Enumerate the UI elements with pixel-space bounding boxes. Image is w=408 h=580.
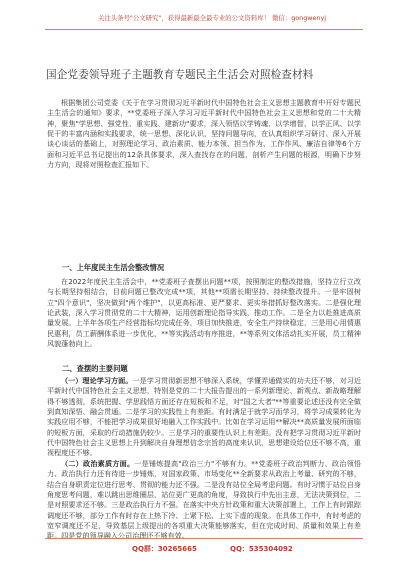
political-quality-body: 一是锤炼提高"政治三力"不够有力。**党委班子政治判断力、政治领悟力、政治执行力还有待进一步锤炼，对国家政策、市场变化**全新要求从政治上考量、研究的不够，结合自身职责定位进行思考、贯彻的能力还不强。二是没有站位全局考虑问题。有时习惯于站位自身角度思考问题，难以跳出思维圈层，站位更广更高的角度，导致执行中先出主意，无法决策到位，二是对照要求还不够。三是政治执行力不强。在落实中央方针政策和重大决策部署上，工作上有时跟踪调度还不够，部分工作有时存在上热下冷、上紧下松、上实下虚的现象。在具体工作中，有时考虑的宽窄调度还不足，导致基层上级提出的各项重大决策能够落实，但在完成时间、质量和效果上有差距。四是党的领导融入公司治理还不够有效。 bbox=[47, 459, 361, 541]
political-quality-lead: （二）政治素质方面。 bbox=[61, 459, 135, 468]
footer bbox=[74, 543, 350, 555]
section-2-heading: 二、查摆的主要问题 bbox=[62, 364, 128, 373]
header-banner: 关注头条号"公文研究"，获得最新最全最专业的公文资料库！ 微信：gongwenyj bbox=[97, 14, 327, 22]
intro-paragraph: 根据集团公司党委《关于在学习贯彻习近平新时代中国特色社会主义思想主题教育中开好专题民主生活会的通知》要求，**党委班子深入学习习近平新时代中国特色社会主义思想和党的二十大精神，聚焦"学思想、强党性、重实践、建新功"要求，深入领悟以学铸魂、以学增智、以学正风、以学促干的丰富内涵和实践要求，统一思想、深化认识，坚持问题导向，在认真组织学习研讨、深入开展谈心谈话的基础上，对照理论学习、政治素质、能力本领、担当作为、工作作风、廉洁自律等6个方面和习近平总书记提出的12条具体要求，深入查找存在的问题，剖析产生问题的根源，明确下步努力方向，现将对照检查汇报如下。 bbox=[47, 98, 361, 170]
political-quality-paragraph bbox=[47, 459, 361, 541]
footer-divider bbox=[45, 538, 363, 539]
section-1-body: 在2022年度民主生活会中，**党委班子查摆出问题**项，按照制定的整改措施，坚持立行立改与长期坚持相结合，目前问题已整改完成**项，其他**项需长期坚持、持续整改提升。一是牢固树立"四个意识"，坚决做到"两个维护"，以更高标准、更严要求、更实举措抓好整改落实。二是强化理论武装，深入学习贯彻党的二十大精神，运用创新理论指导实践，推动工作。二是全力以赴推进高质量发展。上半年各项生产经营指标均完成任务，项目加快推进，安全生产持续稳定，三是用心用情惠民惠利，员工薪酬体系进一步优化，**等实践活动有序推进，**等系列文体活动扎实开展，员工精神风貌蓬勃向上。 bbox=[47, 277, 361, 349]
section-1-heading: 一、上年度民主生活会整改情况 bbox=[62, 263, 165, 272]
theory-study-body: 一是学习贯彻新思想不够深入系统，学懂弄通做实的功夫还不够，对习近平新时代中国特色社会主义思想，特别是党的二十大报告提出的一系列新理论、新观点、新战略理解得不够透彻，系统把握、学思践悟方面还存在短板和不足，对"国之大者"**等重要论述还没有完全做到真知深悟、融会贯通。二是学习的实践性上有差距。有时满足于就学习而学习，将学习成果转化为实践应用不够，不能把学习成果很好地融入工作实践中。比如在学习运用**解决**高质量发展所面临的短板方面，采取的行动措施仍较少。三是学习的重要性认识上有差距。没有把学习贯彻习近平新时代中国特色社会主义思想上升到解决自身理想信念宗旨的高度来认识，思想建设给位还不够不高，重视程度还不够。 bbox=[47, 376, 362, 458]
theory-study-paragraph bbox=[47, 376, 361, 459]
document-title: 国企党委领导班子主题教育专题民主生活会对照检查材料 bbox=[46, 69, 314, 81]
theory-study-lead: （一）理论学习方面。 bbox=[61, 376, 133, 385]
qq-group-number: QQ群：30265665 bbox=[132, 545, 197, 553]
qq-contact-number: QQ：535304092 bbox=[230, 545, 293, 553]
header-divider bbox=[45, 29, 363, 30]
